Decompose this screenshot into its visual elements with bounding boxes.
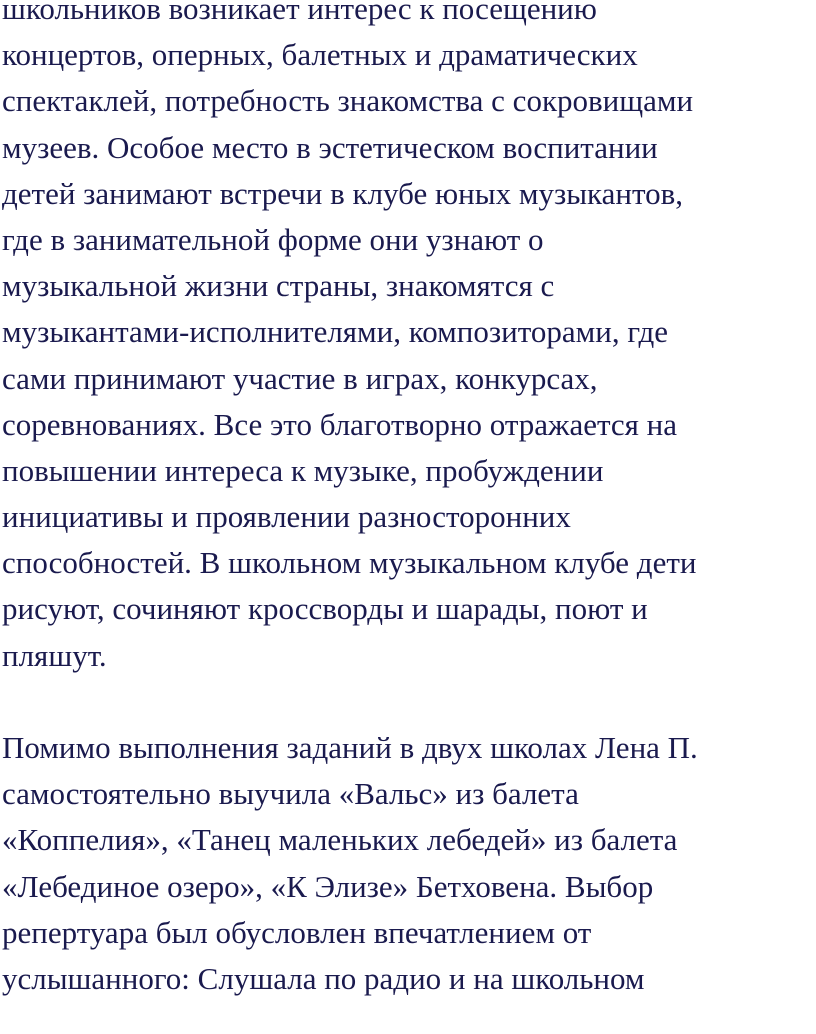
text-line: самостоятельно выучила «Вальс» из балета: [2, 776, 579, 812]
text-line: «Лебединое озеро», «К Элизе» Бетховена. Выбор: [2, 868, 654, 904]
text-line: музеев. Особое место в эстетическом воспитании: [2, 129, 658, 165]
paragraph-spacer: [2, 679, 814, 725]
text-line: соревнованиях. Все это благотворно отражается на: [2, 406, 678, 442]
text-line: «Коппелия», «Танец маленьких лебедей» из балета: [2, 822, 678, 858]
text-line: музыкантами-исполнителями, композиторами, где: [2, 314, 669, 350]
paragraph-2: [2, 725, 814, 1002]
text-line: сами принимают участие в играх, конкурсах,: [2, 360, 598, 396]
text-line: пляшут.: [2, 637, 107, 673]
paragraph-1: [2, 0, 814, 679]
text-line: школьников возникает интерес к посещению: [2, 0, 597, 26]
text-line: концертов, оперных, балетных и драматических: [2, 37, 638, 73]
text-line: рисуют, сочиняют кроссворды и шарады, поют и: [2, 591, 648, 627]
text-line: способностей. В школьном музыкальном клубе дети: [2, 545, 697, 581]
text-line: репертуара был обусловлен впечатлением от: [2, 914, 592, 950]
text-line: Помимо выполнения заданий в двух школах Лена П.: [2, 730, 698, 765]
text-line: спектаклей, потребность знакомства с сокровищами: [2, 83, 694, 119]
text-line: музыкальной жизни страны, знакомятся с: [2, 268, 555, 304]
text-line: повышении интереса к музыке, пробуждении: [2, 452, 604, 488]
text-line: детей занимают встречи в клубе юных музыкантов,: [2, 175, 684, 211]
text-line: инициативы и проявлении разносторонних: [2, 499, 571, 535]
document-page: [2, 0, 814, 1002]
text-line: где в занимательной форме они узнают о: [2, 221, 544, 257]
text-line: услышанного: Слушала по радио и на школьном: [2, 960, 645, 996]
